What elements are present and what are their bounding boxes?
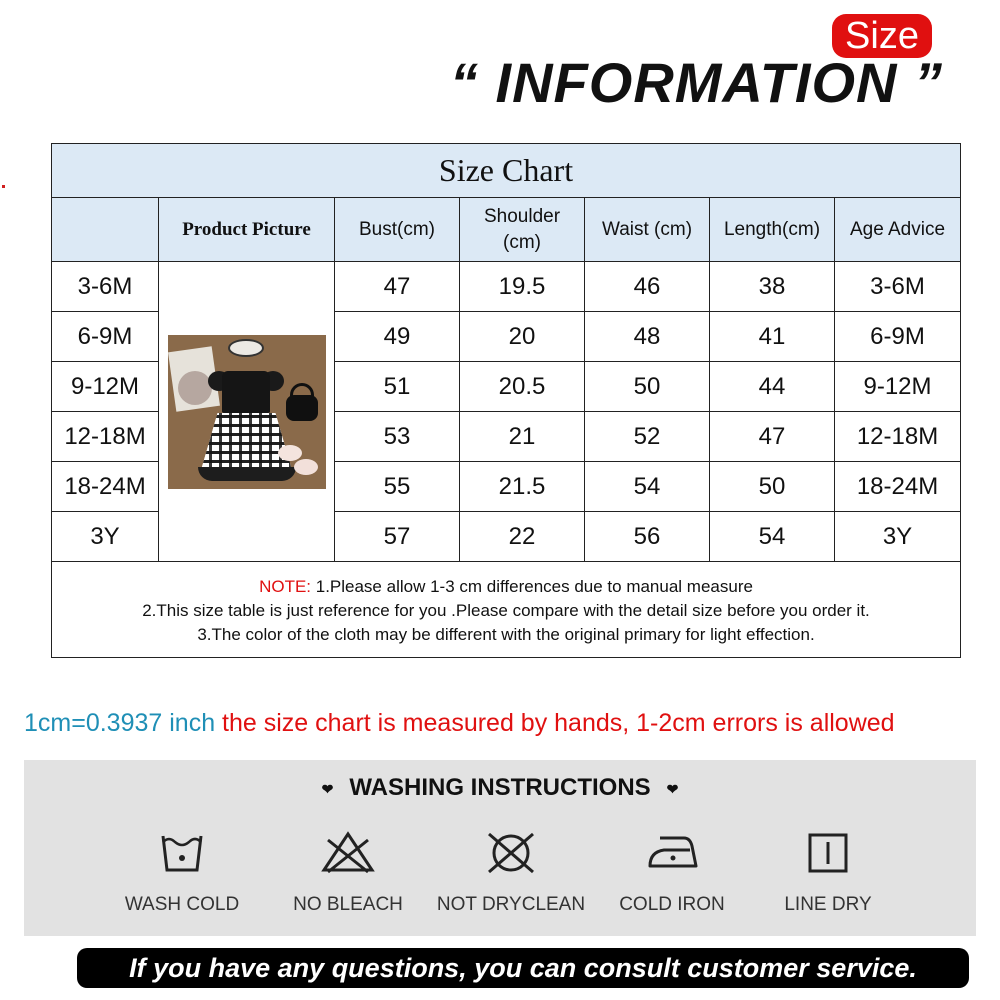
shoulder-cell: 20 [460, 312, 585, 362]
length-cell: 41 [710, 312, 835, 362]
size-cell: 12-18M [52, 412, 159, 462]
column-header-length: Length(cm) [710, 198, 835, 262]
product-photo [168, 335, 326, 489]
shoulder-header-text: Shoulder (cm) [483, 205, 561, 253]
bust-cell: 53 [335, 412, 460, 462]
table-row [52, 262, 961, 312]
shoulder-cell: 19.5 [460, 262, 585, 312]
note-line-1 [52, 575, 960, 599]
information-title: “ INFORMATION ” [450, 51, 944, 114]
column-header-bust: Bust(cm) [335, 198, 460, 262]
note-line-2: 2.This size table is just reference for you .Please compare with the detail size before you order it. [142, 600, 870, 620]
customer-service-banner: If you have any questions, you can consult customer service. [77, 948, 969, 988]
note-line-3: 3.The color of the cloth may be different with the original primary for light effection. [197, 624, 815, 644]
waist-cell: 50 [585, 362, 710, 412]
cold-iron-item [587, 830, 757, 920]
wash-cold-label: WASH COLD [124, 894, 240, 915]
length-cell: 50 [710, 462, 835, 512]
line-dry-icon [805, 830, 851, 876]
washing-title [24, 772, 976, 804]
size-cell: 6-9M [52, 312, 159, 362]
wash-cold-icon [157, 830, 207, 876]
size-cell: 3-6M [52, 262, 159, 312]
size-chart-table [51, 143, 961, 658]
bust-cell: 55 [335, 462, 460, 512]
washing-instructions-panel [24, 760, 976, 936]
bust-cell: 57 [335, 512, 460, 562]
size-cell: 9-12M [52, 362, 159, 412]
age-cell: 12-18M [835, 412, 961, 462]
red-mark [2, 185, 5, 188]
length-cell: 54 [710, 512, 835, 562]
header [0, 0, 1000, 130]
length-cell: 47 [710, 412, 835, 462]
not-dryclean-item [426, 830, 596, 920]
washing-title-text: WASHING INSTRUCTIONS [349, 774, 651, 801]
no-bleach-item [263, 830, 433, 920]
bust-cell: 49 [335, 312, 460, 362]
size-cell: 18-24M [52, 462, 159, 512]
wash-cold-item [97, 830, 267, 920]
table-header-row [52, 198, 961, 262]
size-cell: 3Y [52, 512, 159, 562]
note-cell [52, 562, 961, 658]
table-title-row [52, 144, 961, 198]
age-cell: 3Y [835, 512, 961, 562]
cold-iron-label: COLD IRON [619, 894, 725, 915]
heart-icon: ❤ [666, 780, 679, 797]
bust-cell: 47 [335, 262, 460, 312]
note-prefix: NOTE: [259, 576, 316, 596]
age-cell: 9-12M [835, 362, 961, 412]
heart-icon: ❤ [321, 780, 334, 797]
measurement-disclaimer: the size chart is measured by hands, 1-2cm errors is allowed [215, 709, 895, 737]
line-dry-item [743, 830, 913, 920]
age-cell: 3-6M [835, 262, 961, 312]
age-cell: 18-24M [835, 462, 961, 512]
bust-cell: 51 [335, 362, 460, 412]
no-bleach-label: NO BLEACH [293, 894, 403, 915]
length-cell: 38 [710, 262, 835, 312]
no-bleach-icon [320, 830, 376, 876]
size-badge: Size [832, 14, 932, 58]
column-header-product-picture: Product Picture [159, 198, 335, 262]
table-title: Size Chart [52, 144, 961, 198]
column-header-age-advice: Age Advice [835, 198, 961, 262]
conversion-line [24, 706, 984, 740]
table-note-row [52, 562, 961, 658]
note-line-1-text: 1.Please allow 1-3 cm differences due to manual measure [315, 576, 753, 596]
column-header-shoulder [460, 198, 585, 262]
shoulder-cell: 21.5 [460, 462, 585, 512]
not-dryclean-icon [483, 830, 539, 876]
column-header-size [52, 198, 159, 262]
conversion-text: 1cm=0.3937 inch [24, 709, 216, 737]
waist-cell: 48 [585, 312, 710, 362]
column-header-waist: Waist (cm) [585, 198, 710, 262]
cold-iron-icon [644, 830, 700, 876]
waist-cell: 54 [585, 462, 710, 512]
line-dry-label: LINE DRY [784, 894, 872, 915]
waist-cell: 46 [585, 262, 710, 312]
shoulder-cell: 20.5 [460, 362, 585, 412]
age-cell: 6-9M [835, 312, 961, 362]
shoulder-cell: 21 [460, 412, 585, 462]
waist-cell: 52 [585, 412, 710, 462]
waist-cell: 56 [585, 512, 710, 562]
shoulder-cell: 22 [460, 512, 585, 562]
length-cell: 44 [710, 362, 835, 412]
product-picture-cell [159, 262, 335, 562]
not-dryclean-label: NOT DRYCLEAN [436, 894, 586, 915]
